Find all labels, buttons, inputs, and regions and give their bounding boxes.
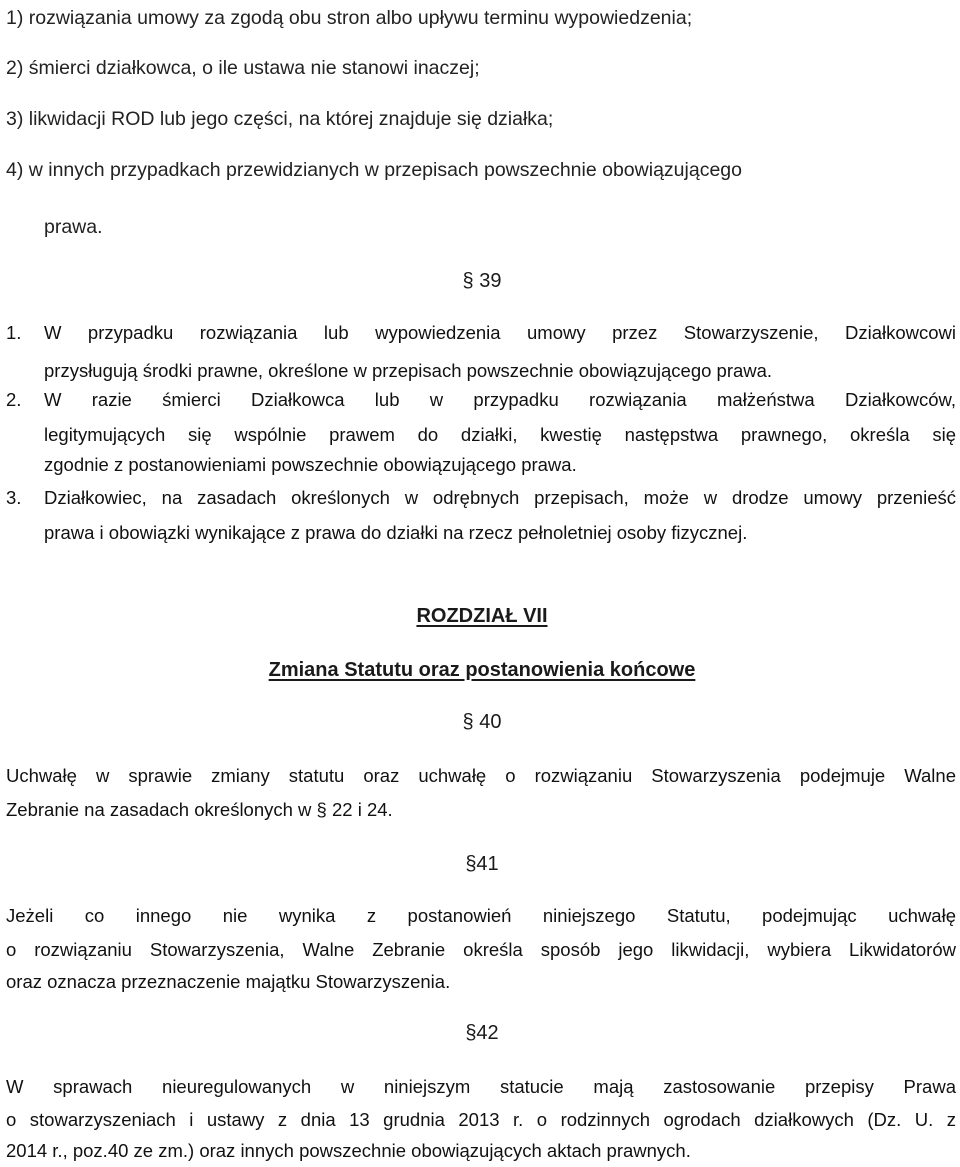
s39-p1-number: 1. (6, 322, 22, 343)
list-item-1: 1) rozwiązania umowy za zgodą obu stron albo upływu terminu wypowiedzenia; (6, 7, 693, 29)
s39-p3-number: 3. (6, 487, 22, 508)
list-item-3: 3) likwidacji ROD lub jego części, na której znajduje się działka; (6, 108, 554, 130)
s39-p1-line2: przysługują środki prawne, określone w przepisach powszechnie obowiązującego prawa. (44, 360, 773, 381)
s42-line2: o stowarzyszeniach i ustawy z dnia 13 grudnia 2013 r. o rodzinnych ogrodach działkowych (Dz. U. z (6, 1109, 956, 1130)
list-item-4-continuation: prawa. (44, 216, 103, 238)
s40-line2: Zebranie na zasadach określonych w § 22 i 24. (6, 799, 393, 820)
chapter-subtitle: Zmiana Statutu oraz postanowienia końcowe (268, 659, 696, 681)
s39-p2-line3: zgodnie z postanowieniami powszechnie obowiązującego prawa. (44, 454, 577, 475)
section-39-title: § 39 (462, 270, 502, 292)
s42-line3: 2014 r., poz.40 ze zm.) oraz innych powszechnie obowiązujących aktach prawnych. (6, 1140, 691, 1161)
chapter-title: ROZDZIAŁ VII (416, 605, 548, 627)
s39-p3-line2: prawa i obowiązki wynikające z prawa do działki na rzecz pełnoletniej osoby fizycznej. (44, 522, 748, 543)
s39-p3-line1: Działkowiec, na zasadach określonych w odrębnych przepisach, może w drodze umowy przenieść (44, 487, 956, 508)
s39-p2-line1: W razie śmierci Działkowca lub w przypadku rozwiązania małżeństwa Działkowców, (44, 389, 956, 410)
s42-line1: W sprawach nieuregulowanych w niniejszym statucie mają zastosowanie przepisy Prawa (6, 1076, 956, 1097)
s40-line1: Uchwałę w sprawie zmiany statutu oraz uchwałę o rozwiązaniu Stowarzyszenia podejmuje Walne (6, 765, 956, 786)
list-item-4: 4) w innych przypadkach przewidzianych w przepisach powszechnie obowiązującego (6, 159, 742, 181)
s41-line1: Jeżeli co innego nie wynika z postanowień niniejszego Statutu, podejmując uchwałę (6, 905, 956, 926)
s39-p2-line2: legitymujących się wspólnie prawem do działki, kwestię następstwa prawnego, określa się (44, 424, 956, 445)
section-41-title: §41 (465, 853, 499, 875)
list-item-2: 2) śmierci działkowca, o ile ustawa nie stanowi inaczej; (6, 57, 480, 79)
s41-line2: o rozwiązaniu Stowarzyszenia, Walne Zebranie określa sposób jego likwidacji, wybiera Likwidatorów (6, 939, 956, 960)
s39-p2-number: 2. (6, 389, 22, 410)
section-42-title: §42 (465, 1022, 499, 1044)
s39-p1-line1: W przypadku rozwiązania lub wypowiedzenia umowy przez Stowarzyszenie, Działkowcowi (44, 322, 956, 343)
section-40-title: § 40 (462, 711, 502, 733)
s41-line3: oraz oznacza przeznaczenie majątku Stowarzyszenia. (6, 971, 451, 992)
